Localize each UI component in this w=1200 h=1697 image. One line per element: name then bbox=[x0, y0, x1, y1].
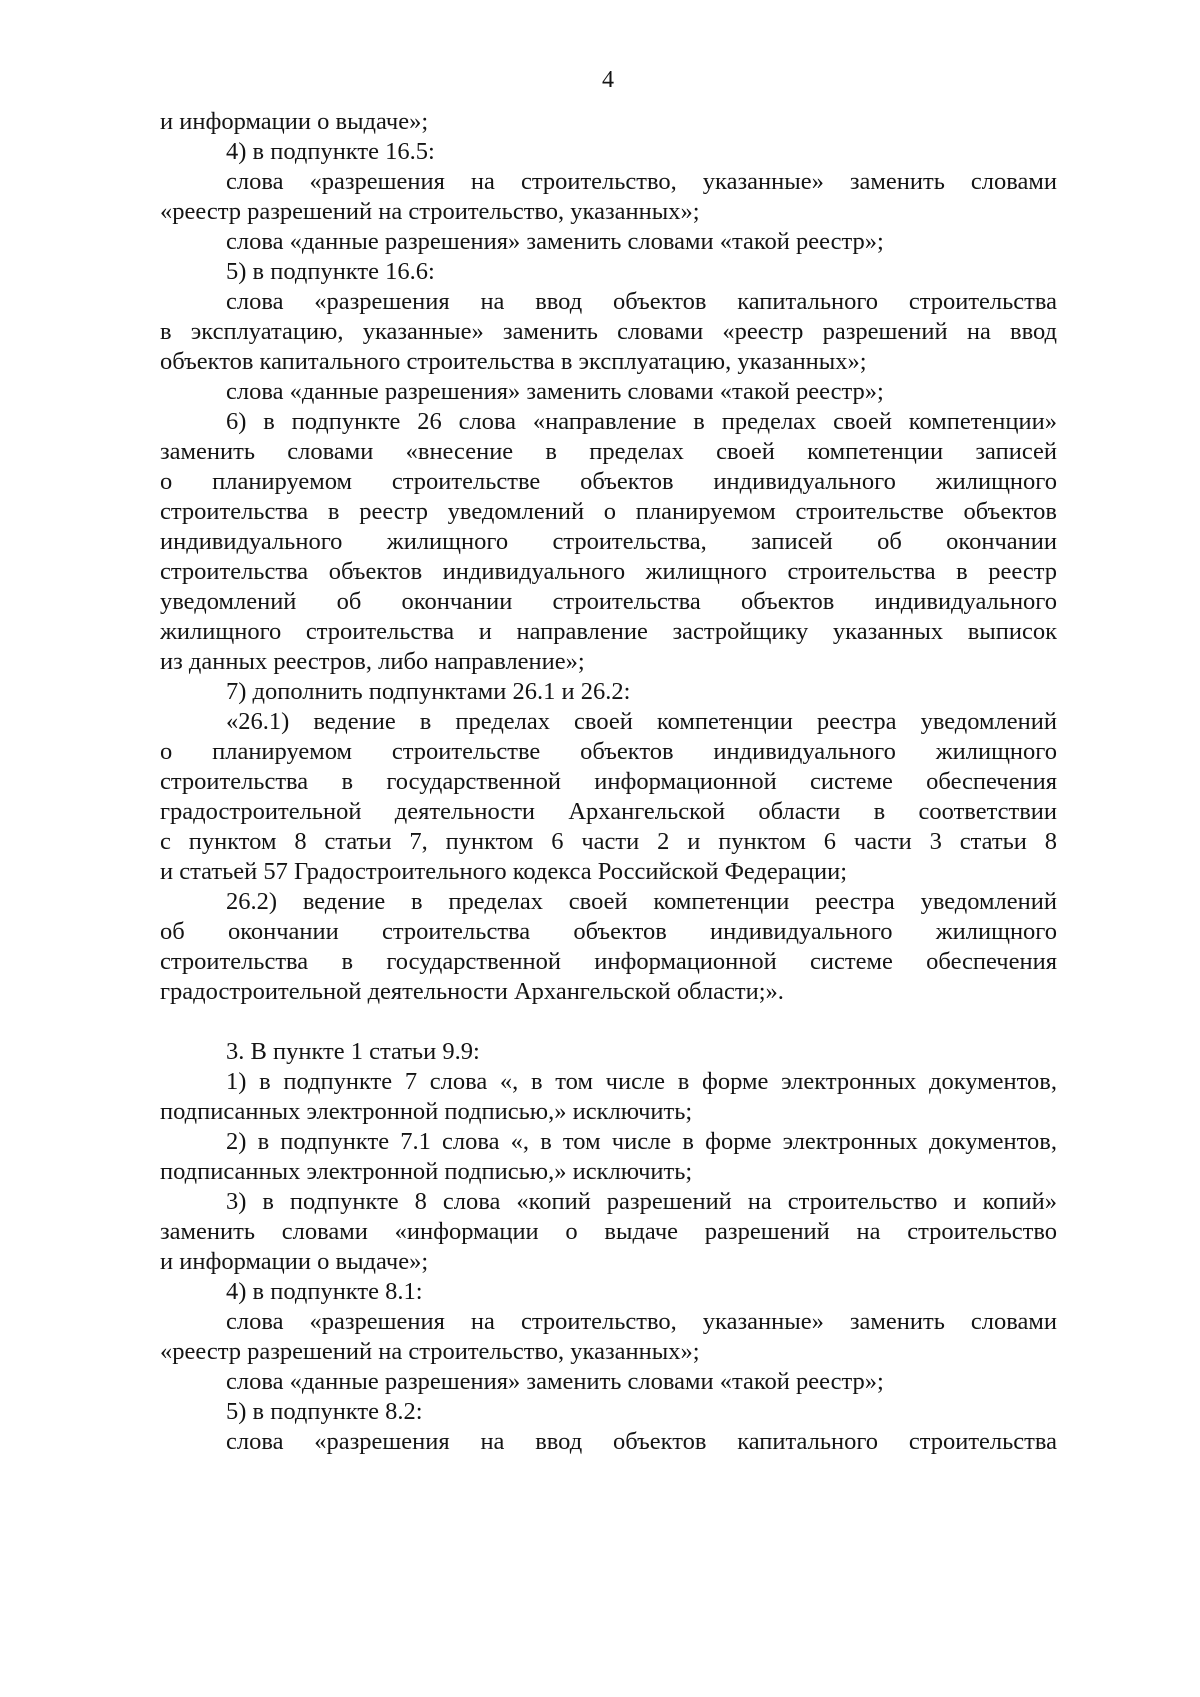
text-line: 1) в подпункте 7 слова «, в том числе в форме электронных документов, bbox=[226, 1068, 1057, 1095]
text-line: заменить словами «внесение в пределах своей компетенции записей bbox=[160, 438, 1057, 465]
text-line: из данных реестров, либо направление»; bbox=[160, 648, 585, 675]
paragraph bbox=[160, 1397, 1057, 1427]
text-line: 2) в подпункте 7.1 слова «, в том числе в форме электронных документов, bbox=[226, 1128, 1057, 1155]
text-line: слова «разрешения на ввод объектов капитального строительства bbox=[226, 1428, 1057, 1455]
text-line: «26.1) ведение в пределах своей компетенции реестра уведомлений bbox=[226, 708, 1057, 735]
text-line: жилищного строительства и направление застройщику указанных выписок bbox=[160, 618, 1057, 645]
text-line: подписанных электронной подписью,» исключить; bbox=[160, 1158, 693, 1185]
paragraph bbox=[160, 137, 1057, 167]
text-line: заменить словами «информации о выдаче разрешений на строительство bbox=[160, 1218, 1057, 1245]
text-line: и информации о выдаче»; bbox=[160, 1248, 429, 1275]
document-section bbox=[160, 107, 1057, 1007]
text-line: об окончании строительства объектов индивидуального жилищного bbox=[160, 918, 1057, 945]
paragraph bbox=[160, 227, 1057, 257]
text-line: слова «разрешения на строительство, указанные» заменить словами bbox=[226, 168, 1057, 195]
text-line: слова «данные разрешения» заменить словами «такой реестр»; bbox=[226, 1368, 884, 1395]
text-line: объектов капитального строительства в эксплуатацию, указанных»; bbox=[160, 348, 867, 375]
paragraph bbox=[160, 257, 1057, 287]
document-body bbox=[160, 107, 1057, 1457]
text-line: слова «разрешения на ввод объектов капитального строительства bbox=[226, 288, 1057, 315]
paragraph bbox=[160, 377, 1057, 407]
paragraph bbox=[160, 887, 1057, 1007]
text-line: строительства в государственной информационной системе обеспечения bbox=[160, 768, 1057, 795]
text-line: «реестр разрешений на строительство, указанных»; bbox=[160, 1338, 700, 1365]
document-section bbox=[160, 1037, 1057, 1457]
paragraph bbox=[160, 1307, 1057, 1367]
page-number: 4 bbox=[602, 67, 614, 93]
text-line: строительства в государственной информационной системе обеспечения bbox=[160, 948, 1057, 975]
text-line: 5) в подпункте 8.2: bbox=[226, 1398, 423, 1425]
paragraph bbox=[160, 1187, 1057, 1277]
text-line: индивидуального жилищного строительства, записей об окончании bbox=[160, 528, 1057, 555]
text-line: о планируемом строительстве объектов индивидуального жилищного bbox=[160, 468, 1057, 495]
text-line: строительства объектов индивидуального жилищного строительства в реестр bbox=[160, 558, 1057, 585]
text-line: с пунктом 8 статьи 7, пунктом 6 части 2 и пунктом 6 части 3 статьи 8 bbox=[160, 828, 1057, 855]
text-line: слова «данные разрешения» заменить словами «такой реестр»; bbox=[226, 228, 884, 255]
text-line: 7) дополнить подпунктами 26.1 и 26.2: bbox=[226, 678, 631, 705]
text-line: и статьей 57 Градостроительного кодекса Российской Федерации; bbox=[160, 858, 848, 885]
text-line: 4) в подпункте 16.5: bbox=[226, 138, 435, 165]
paragraph bbox=[160, 707, 1057, 887]
text-line: 26.2) ведение в пределах своей компетенции реестра уведомлений bbox=[226, 888, 1057, 915]
paragraph bbox=[160, 107, 1057, 137]
paragraph bbox=[160, 1067, 1057, 1127]
text-line: о планируемом строительстве объектов индивидуального жилищного bbox=[160, 738, 1057, 765]
text-line: «реестр разрешений на строительство, указанных»; bbox=[160, 198, 700, 225]
text-line: слова «данные разрешения» заменить словами «такой реестр»; bbox=[226, 378, 884, 405]
text-line: строительства в реестр уведомлений о планируемом строительстве объектов bbox=[160, 498, 1057, 525]
paragraph bbox=[160, 1427, 1057, 1457]
text-line: уведомлений об окончании строительства объектов индивидуального bbox=[160, 588, 1057, 615]
paragraph bbox=[160, 1277, 1057, 1307]
text-line: градостроительной деятельности Архангельской области;». bbox=[160, 978, 784, 1005]
text-line: 5) в подпункте 16.6: bbox=[226, 258, 435, 285]
paragraph bbox=[160, 1367, 1057, 1397]
text-line: градостроительной деятельности Архангельской области в соответствии bbox=[160, 798, 1057, 825]
text-line: 3. В пункте 1 статьи 9.9: bbox=[226, 1038, 480, 1065]
text-line: 6) в подпункте 26 слова «направление в пределах своей компетенции» bbox=[226, 408, 1057, 435]
text-line: и информации о выдаче»; bbox=[160, 108, 429, 135]
text-line: подписанных электронной подписью,» исключить; bbox=[160, 1098, 693, 1125]
text-line: в эксплуатацию, указанные» заменить словами «реестр разрешений на ввод bbox=[160, 318, 1057, 345]
paragraph bbox=[160, 407, 1057, 677]
paragraph bbox=[160, 287, 1057, 377]
text-line: 3) в подпункте 8 слова «копий разрешений на строительство и копий» bbox=[226, 1188, 1057, 1215]
text-line: 4) в подпункте 8.1: bbox=[226, 1278, 423, 1305]
paragraph bbox=[160, 1037, 1057, 1067]
text-line: слова «разрешения на строительство, указанные» заменить словами bbox=[226, 1308, 1057, 1335]
paragraph bbox=[160, 167, 1057, 227]
paragraph bbox=[160, 1127, 1057, 1187]
paragraph bbox=[160, 677, 1057, 707]
